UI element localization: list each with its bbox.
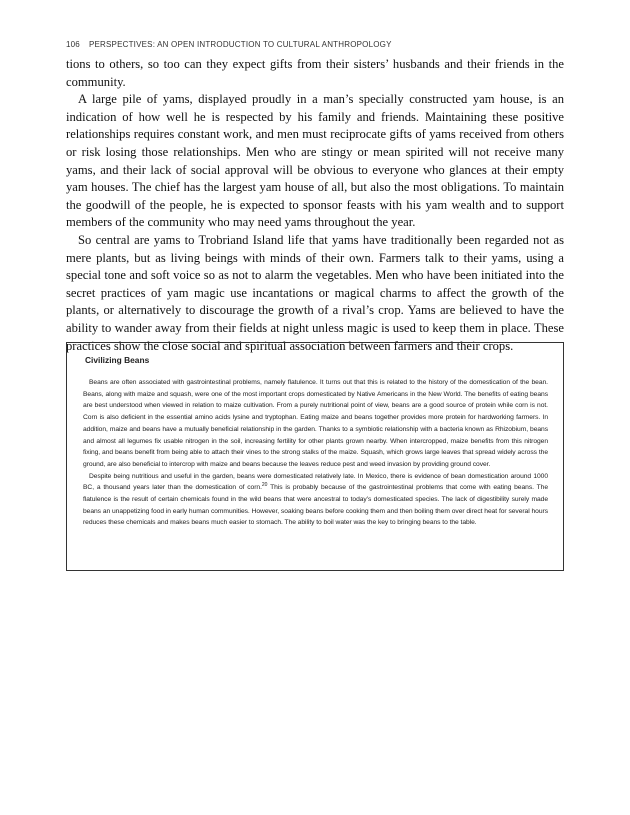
sidebar-text <box>83 377 548 529</box>
sidebar-paragraph-2-text-a: Despite being nutritious and useful in the garden, beans were domesticated relatively late. In Mexico, there is evidence of bean domestication around 1000 BC, a thousand years later than the domestication of corn. <box>83 472 548 492</box>
page-number: 106 <box>66 40 80 49</box>
paragraph-3: So central are yams to Trobriand Island life that yams have traditionally been regarded not as mere plants, but as living beings with minds of their own. Farmers talk to their yams, using a special tone and soft voice so as not to alarm the vegetables. Men who have been initiated into the secret practices of yam magic use incantations or magical charms to affect the growth of the plants, or alternatively to discourage the growth of a rival’s crop. Yams are believed to have the ability to wander away from their fields at night unless magic is used to keep them in place. These practices show the close social and spiritual association between farmers and their crops. <box>66 232 564 353</box>
sidebar-box <box>66 342 564 571</box>
sidebar-paragraph-2 <box>83 471 548 530</box>
sidebar-paragraph-2-text-b: This is probably because of the gastrointestinal problems that come with eating beans. The flatulence is the result of certain chemicals found in the wild beans that were ancestral to today’s domesticated species. The lack of digestibility surely made beans an unappetizing food in early human communities. However, soaking beans before cooking them and then boiling them over direct heat for several hours reduces these chemicals and makes beans much easier to stomach. The ability to boil water was the key to bringing beans to the table. <box>83 484 549 527</box>
sidebar-title: Civilizing Beans <box>85 355 150 365</box>
footnote-reference[interactable]: 20 <box>261 482 268 489</box>
paragraph-2: A large pile of yams, displayed proudly in a man’s specially constructed yam house, is an indication of how well he is respected by his family and friends. Maintaining these positive relationships requires constant work, and men must reciprocate gifts of yams received from others or risk losing those relationships. Men who are stingy or mean spirited will not receive many yams, and their lack of social approval will be obvious to everyone who glances at their empty yam houses. The chief has the largest yam house of all, but also the most obligations. To maintain the goodwill of the people, he is expected to sponsor feasts with his yam wealth and to support members of the community who may need yams throughout the year. <box>66 92 564 230</box>
book-title: PERSPECTIVES: AN OPEN INTRODUCTION TO CULTURAL ANTHROPOLOGY <box>88 40 392 49</box>
main-text <box>66 56 564 355</box>
running-header <box>66 40 392 49</box>
paragraph-1: tions to others, so too can they expect gifts from their sisters’ husbands and their friends in the community. <box>66 57 564 89</box>
sidebar-paragraph-1: Beans are often associated with gastrointestinal problems, namely flatulence. It turns out that this is related to the history of the domestication of the bean. Beans, along with maize and squash, were one of the most important crops domesticated by Native Americans in the New World. The benefits of eating beans are best understood when viewed in relation to maize cultivation. From a purely nutritional point of view, beans are a good source of protein while corn is not. Corn is also deficient in the essential amino acids lysine and tryptophan. Eating maize and beans together provides more protein for hardworking farmers. In addition, maize and beans have a mutually beneficial relationship in the garden. Thanks to a symbiotic relationship with a bacteria known as Rhizobium, beans and almost all legumes fix usable nitrogen in the soil, increasing fertility for other plants grown nearby. When intercropped, maize benefits from this nitrogen fixing, and beans benefit from being able to attach their vines to the strong stalks of the maize. Squash, which grows large leaves that spread widely across the ground, are also beneficial to intercrop with maize and beans because the leaves reduce pest and weed invasion by providing ground cover. <box>83 379 548 468</box>
